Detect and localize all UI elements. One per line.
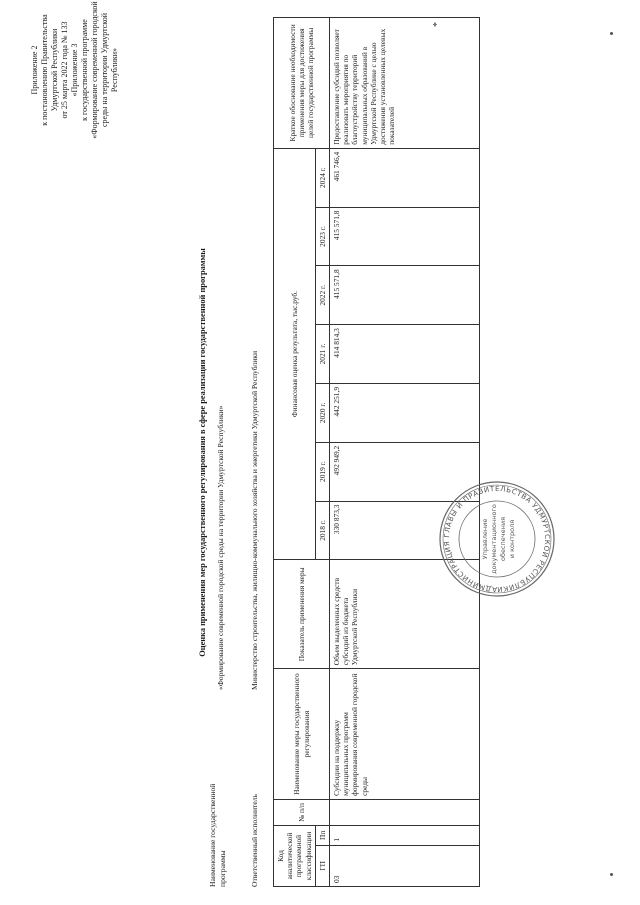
header-indicator: Показатель применения меры xyxy=(274,560,330,669)
official-stamp xyxy=(437,479,557,599)
annex-line: Удмуртской Республики xyxy=(50,28,59,112)
program-label: Наименование государственной программы xyxy=(208,783,227,887)
executor-value: Министерство строительства, жилищно-коммунального хозяйства и энергетики Удмуртской Республики xyxy=(250,350,259,690)
header-gp: ГП xyxy=(315,845,329,886)
cell-gp: 03 xyxy=(330,845,480,886)
scan-dot xyxy=(610,873,613,876)
annex-line: Приложение 2 xyxy=(30,45,39,95)
annex-block xyxy=(30,5,70,135)
appendix-line: «Формирование современной городской xyxy=(90,1,99,139)
cell-value: 415 571,8 xyxy=(330,266,480,325)
table-row xyxy=(330,18,480,887)
cell-value: 492 949,2 xyxy=(330,442,480,501)
scan-dot xyxy=(610,32,613,35)
appendix-block xyxy=(70,0,120,140)
appendix-line: Республики» xyxy=(110,47,119,93)
appendix-line: «Приложение 3 xyxy=(70,43,79,97)
executor-label: Ответственный исполнитель xyxy=(250,794,259,887)
header-measure: Наименование меры государственного регулирования xyxy=(274,669,330,800)
header-year: 2019 г. xyxy=(315,442,329,501)
header-pp: Пп xyxy=(315,826,329,846)
cell-indicator: Объем выделенных средств субсидий из бюджета Удмуртской Республики xyxy=(330,560,480,669)
header-num: № п/п xyxy=(274,799,330,825)
header-justification: Краткое обоснование необходимости применения меры для достижения целей государственной программы xyxy=(274,18,330,149)
header-year: 2021 г. xyxy=(315,325,329,384)
appendix-line: к государственной программе xyxy=(80,19,89,121)
cell-value: 442 251,9 xyxy=(330,383,480,442)
header-financial: Финансовая оценка результата, тыс.руб. xyxy=(274,148,316,560)
stamp-inner-text: документационного xyxy=(490,504,498,574)
header-year: 2022 г. xyxy=(315,266,329,325)
cell-value: 461 746,4 xyxy=(330,148,480,207)
regulation-table xyxy=(273,17,480,887)
cell-num xyxy=(330,799,480,825)
header-year: 2020 г. xyxy=(315,383,329,442)
cell-justification: Предоставление субсидий позволяет реализовать мероприятия по благоустройству территорий муниципальных образований в Удмуртской Республике с целью достижения установленных целевых показателей xyxy=(330,18,480,149)
annex-line: от 25 марта 2022 года № 133 xyxy=(60,21,69,119)
stamp-inner-text: обеспечения xyxy=(499,516,507,562)
stamp-ring-text: АДМИНИСТРАЦИЯ ГЛАВЫ И ПРАВИТЕЛЬСТВА УДМУРТСКОЙ РЕСПУБЛИКИ xyxy=(442,484,552,594)
header-year: 2018 г. xyxy=(315,501,329,560)
cell-value: 330 873,3 xyxy=(330,501,480,560)
program-value: «Формирование современной городской среды на территории Удмуртской Республики» xyxy=(216,405,225,690)
header-code: Код аналитической программной классификации xyxy=(274,826,316,887)
cell-value: 414 814,3 xyxy=(330,325,480,384)
cell-measure: Субсидии на поддержку муниципальных программ формирования современной городской среды xyxy=(330,669,480,800)
corner-mark: * xyxy=(432,22,443,27)
cell-value: 415 571,8 xyxy=(330,207,480,266)
annex-line: к постановлению Правительства xyxy=(40,14,49,126)
cell-pp: 1 xyxy=(330,826,480,846)
stamp-inner-text: и контроля xyxy=(508,519,516,559)
appendix-line: среды на территории Удмуртской xyxy=(100,12,109,128)
stamp-inner-text: Управление xyxy=(481,518,489,560)
page-title: Оценка применения мер государственного регулирования в сфере реализации государственной программы xyxy=(198,248,207,657)
header-year: 2023 г. xyxy=(315,207,329,266)
header-year: 2024 г. xyxy=(315,148,329,207)
